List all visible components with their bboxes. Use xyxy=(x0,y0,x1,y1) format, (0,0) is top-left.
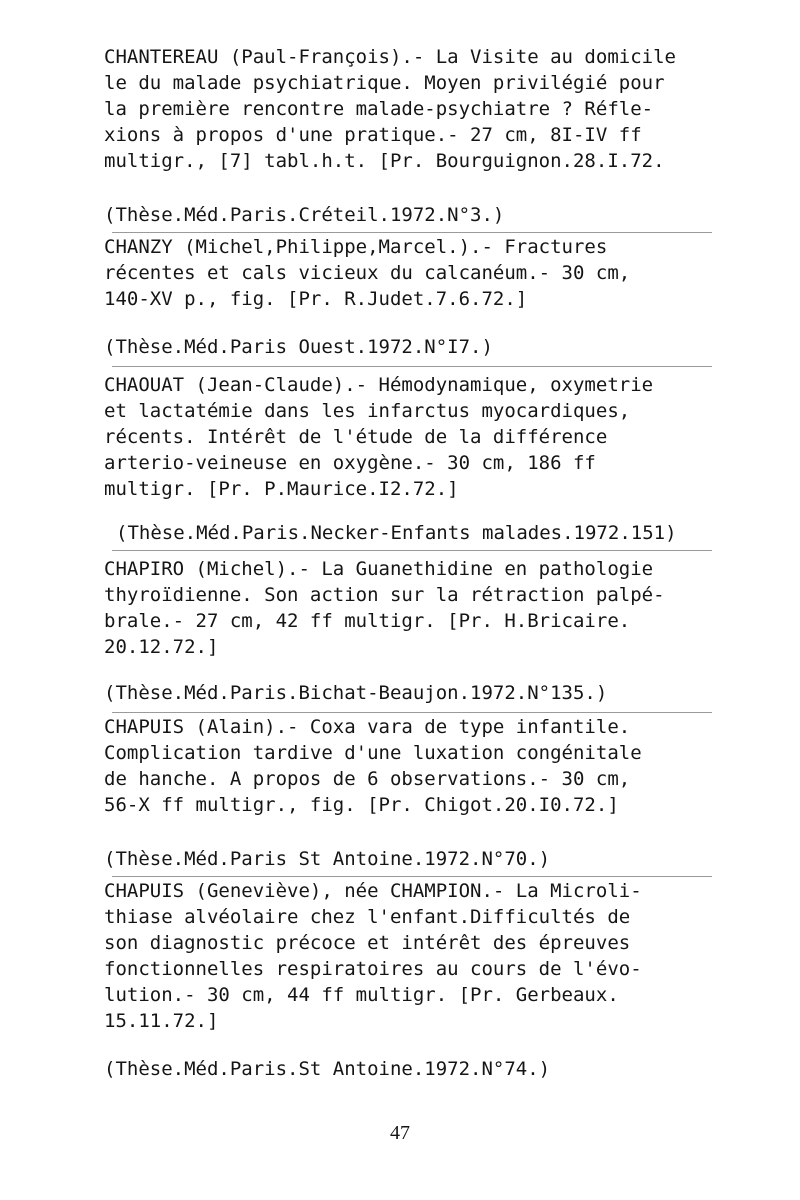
entry-line: thyroïdienne. Son action sur la rétraction palpé- xyxy=(104,584,665,606)
entry-line: 56-X ff multigr., fig. [Pr. Chigot.20.I0.72.] xyxy=(104,794,619,816)
entry-line: de hanche. A propos de 6 observations.- 30 cm, xyxy=(104,768,631,790)
entry-divider xyxy=(112,712,712,713)
entry-line: son diagnostic précoce et intérêt des épreuves xyxy=(104,932,631,954)
entry-line: le du malade psychiatrique. Moyen privilégié pour xyxy=(104,72,665,94)
entry-line: CHAOUAT (Jean-Claude).- Hémodynamique, oxymetrie xyxy=(104,374,654,396)
thesis-reference: (Thèse.Méd.Paris.Necker-Enfants malades.1972.151) xyxy=(116,522,677,544)
entry-line: arterio-veineuse en oxygène.- 30 cm, 186 ff xyxy=(104,452,596,474)
entry-divider xyxy=(112,550,712,551)
entry-line: lution.- 30 cm, 44 ff multigr. [Pr. Gerbeaux. xyxy=(104,984,619,1006)
thesis-reference: (Thèse.Méd.Paris.Bichat-Beaujon.1972.N°135.) xyxy=(104,682,608,704)
catalog-entry-chapiro xyxy=(104,556,724,660)
entry-line: Complication tardive d'une luxation congénitale xyxy=(104,742,642,764)
catalog-entry-chanzy xyxy=(104,234,724,312)
catalog-entry-chaouat xyxy=(104,372,724,502)
entry-line: brale.- 27 cm, 42 ff multigr. [Pr. H.Bricaire. xyxy=(104,610,631,632)
thesis-reference: (Thèse.Méd.Paris Ouest.1972.N°I7.) xyxy=(104,336,493,358)
thesis-reference: (Thèse.Méd.Paris.Créteil.1972.N°3.) xyxy=(104,204,505,226)
entry-line: CHAPIRO (Michel).- La Guanethidine en pathologie xyxy=(104,558,654,580)
entry-line: fonctionnelles respiratoires au cours de l'évo- xyxy=(104,958,642,980)
entry-line: multigr. [Pr. P.Maurice.I2.72.] xyxy=(104,478,459,500)
catalog-entry-chapuis-alain xyxy=(104,714,724,818)
entry-line: thiase alvéolaire chez l'enfant.Difficultés de xyxy=(104,906,631,928)
entry-line: CHANZY (Michel,Philippe,Marcel.).- Fractures xyxy=(104,236,608,258)
entry-divider xyxy=(112,366,712,367)
entry-line: récentes et cals vicieux du calcanéum.- 30 cm, xyxy=(104,262,631,284)
thesis-reference: (Thèse.Méd.Paris St Antoine.1972.N°70.) xyxy=(104,848,551,870)
entry-line: xions à propos d'une pratique.- 27 cm, 8I-IV ff xyxy=(104,124,642,146)
entry-line: la première rencontre malade-psychiatre ? Réfle- xyxy=(104,98,654,120)
entry-line: CHAPUIS (Alain).- Coxa vara de type infantile. xyxy=(104,716,631,738)
catalog-entry-chapuis-genevieve xyxy=(104,878,724,1034)
entry-line: récents. Intérêt de l'étude de la différence xyxy=(104,426,608,448)
entry-line: 20.12.72.] xyxy=(104,636,219,658)
entry-divider xyxy=(112,232,712,233)
entry-line: multigr., [7] tabl.h.t. [Pr. Bourguignon.28.I.72. xyxy=(104,150,665,172)
entry-divider xyxy=(112,876,712,877)
entry-line: CHAPUIS (Geneviève), née CHAMPION.- La Microli- xyxy=(104,880,642,902)
entry-line: 140-XV p., fig. [Pr. R.Judet.7.6.72.] xyxy=(104,288,528,310)
page-number: 47 xyxy=(390,1122,410,1144)
entry-line: CHANTEREAU (Paul-François).- La Visite au domicile xyxy=(104,46,676,68)
entry-line: 15.11.72.] xyxy=(104,1010,219,1032)
thesis-reference: (Thèse.Méd.Paris.St Antoine.1972.N°74.) xyxy=(104,1058,551,1080)
catalog-entry-chantereau xyxy=(104,44,724,174)
entry-line: et lactatémie dans les infarctus myocardiques, xyxy=(104,400,631,422)
